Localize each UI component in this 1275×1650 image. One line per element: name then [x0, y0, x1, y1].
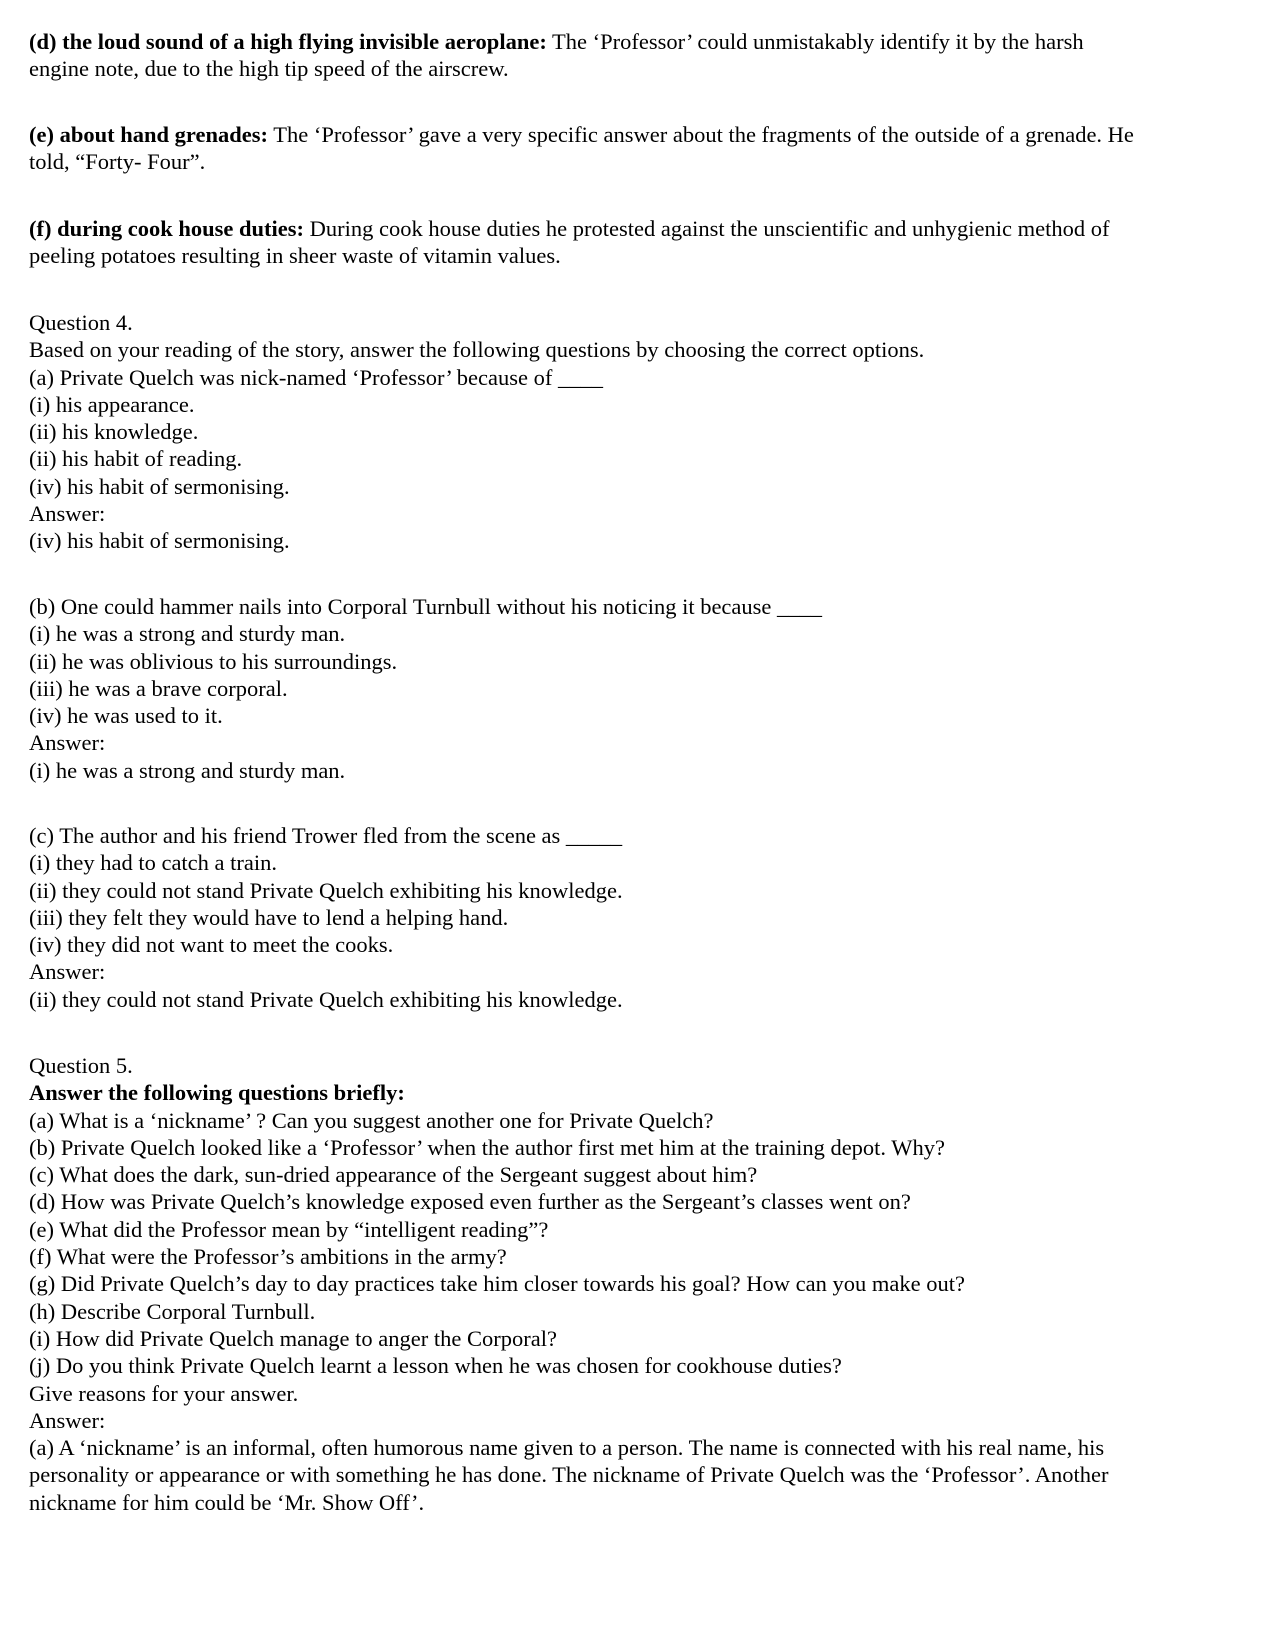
q4b-answer: (i) he was a strong and sturdy man. — [29, 757, 346, 783]
section-f-label: (f) during cook house duties: — [29, 216, 305, 241]
q4c-option: (ii) they could not stand Private Quelch exhibiting his knowledge. — [29, 877, 623, 903]
question-5-instruction: Answer the following questions briefly: — [29, 1080, 405, 1106]
question-5 — [29, 1052, 1249, 1516]
q5-question: (a) What is a ‘nickname’ ? Can you suggest another one for Private Quelch? — [29, 1107, 714, 1133]
q4b-answer-label: Answer: — [29, 730, 106, 756]
q4b-option: (iii) he was a brave corporal. — [29, 675, 288, 701]
q5-question: (f) What were the Professor’s ambitions in the army? — [29, 1244, 507, 1270]
question-4-instruction: Based on your reading of the story, answer the following questions by choosing the correct options. — [29, 337, 925, 363]
q4a-option: (ii) his habit of reading. — [29, 446, 243, 472]
q5-answer-line: personality or appearance or with something he has done. The nickname of Private Quelch was the ‘Professor’. Another — [29, 1462, 1109, 1488]
q5-question: (e) What did the Professor mean by “intelligent reading”? — [29, 1216, 549, 1242]
section-e-label: (e) about hand grenades: — [29, 122, 268, 147]
q4c-option: (iii) they felt they would have to lend a helping hand. — [29, 904, 509, 930]
question-4b — [29, 593, 1249, 784]
section-f-text: During cook house duties he protested against the unscientific and unhygienic method of — [304, 216, 1110, 241]
section-e-text-2: told, “Forty- Four”. — [29, 149, 206, 175]
q4a-answer: (iv) his habit of sermonising. — [29, 528, 290, 554]
q5-question: (d) How was Private Quelch’s knowledge exposed even further as the Sergeant’s classes went on? — [29, 1189, 911, 1215]
question-4c — [29, 822, 1249, 1013]
section-f — [29, 215, 1249, 270]
question-4 — [29, 309, 1249, 555]
section-d-label: (d) the loud sound of a high flying invisible aeroplane: — [29, 29, 547, 54]
section-d-text-2: engine note, due to the high tip speed of the airscrew. — [29, 56, 509, 82]
q4c-option: (i) they had to catch a train. — [29, 850, 278, 876]
question-5-title: Question 5. — [29, 1053, 133, 1078]
q5-question: (i) How did Private Quelch manage to anger the Corporal? — [29, 1325, 557, 1351]
q4b-option: (ii) he was oblivious to his surroundings. — [29, 648, 398, 674]
q4a-question: (a) Private Quelch was nick-named ‘Professor’ because of ____ — [29, 364, 603, 390]
q5-answer-line: nickname for him could be ‘Mr. Show Off’. — [29, 1489, 425, 1515]
section-d — [29, 28, 1249, 83]
q5-question: (h) Describe Corporal Turnbull. — [29, 1298, 316, 1324]
q5-question: (g) Did Private Quelch’s day to day practices take him closer towards his goal? How can you make out? — [29, 1271, 965, 1297]
q4a-option: (ii) his knowledge. — [29, 419, 199, 445]
q5-answer-label: Answer: — [29, 1407, 106, 1433]
q5-answer-line: (a) A ‘nickname’ is an informal, often humorous name given to a person. The name is connected with his real name, his — [29, 1435, 1105, 1461]
q4b-question: (b) One could hammer nails into Corporal Turnbull without his noticing it because ____ — [29, 594, 823, 619]
section-e-text: The ‘Professor’ gave a very specific answer about the fragments of the outside of a grenade. He — [268, 122, 1134, 147]
q5-question: Give reasons for your answer. — [29, 1380, 299, 1406]
q4a-option: (iv) his habit of sermonising. — [29, 473, 290, 499]
q4b-option: (i) he was a strong and sturdy man. — [29, 621, 346, 647]
section-f-text-2: peeling potatoes resulting in sheer waste of vitamin values. — [29, 243, 561, 269]
q4c-answer-label: Answer: — [29, 959, 106, 985]
q4c-answer: (ii) they could not stand Private Quelch exhibiting his knowledge. — [29, 986, 623, 1012]
q4a-answer-label: Answer: — [29, 501, 106, 527]
q5-question: (b) Private Quelch looked like a ‘Professor’ when the author first met him at the training depot. Why? — [29, 1134, 945, 1160]
q4c-question: (c) The author and his friend Trower fled from the scene as _____ — [29, 823, 623, 848]
q5-question: (c) What does the dark, sun-dried appearance of the Sergeant suggest about him? — [29, 1162, 758, 1188]
section-e — [29, 121, 1249, 176]
question-4-title: Question 4. — [29, 310, 133, 335]
q5-question: (j) Do you think Private Quelch learnt a lesson when he was chosen for cookhouse duties? — [29, 1353, 842, 1379]
q4c-option: (iv) they did not want to meet the cooks. — [29, 932, 394, 958]
q4b-option: (iv) he was used to it. — [29, 703, 223, 729]
q4a-option: (i) his appearance. — [29, 391, 195, 417]
section-d-text: The ‘Professor’ could unmistakably identify it by the harsh — [546, 29, 1084, 54]
